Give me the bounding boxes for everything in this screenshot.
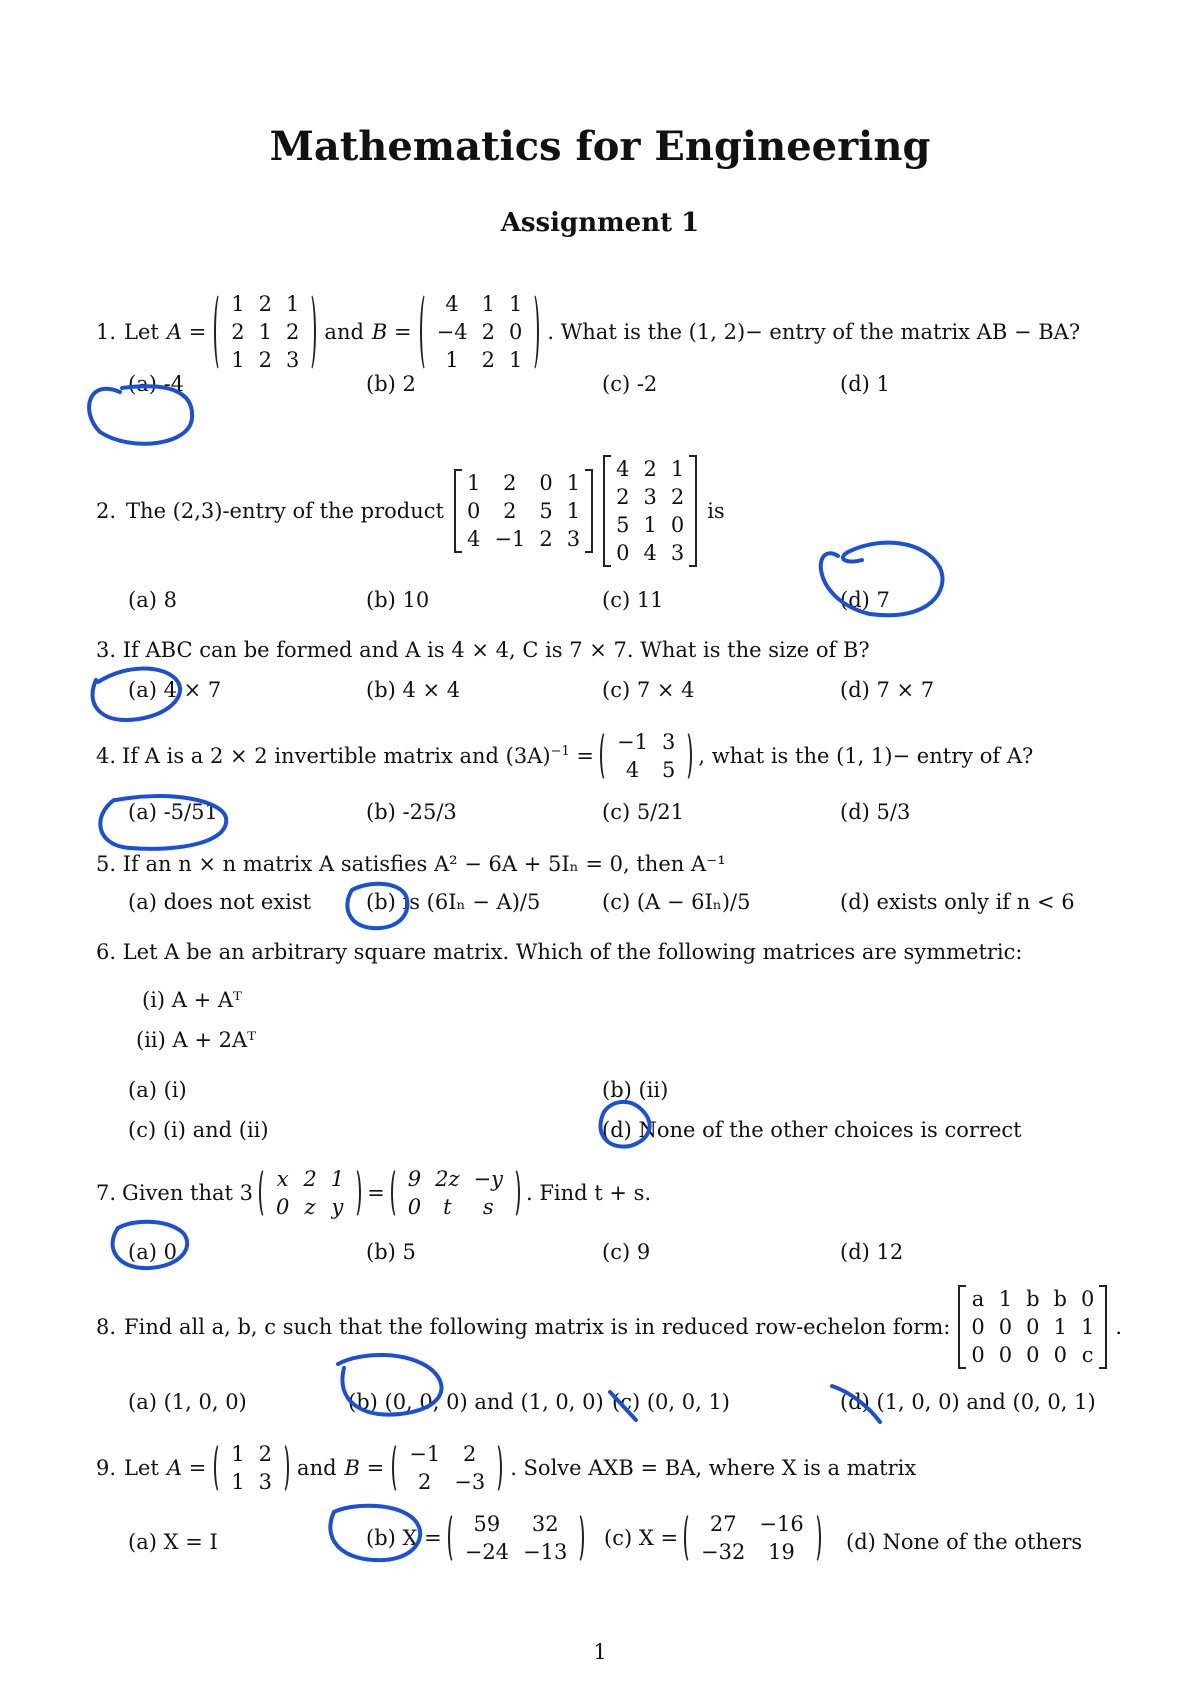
q7-number: 7. xyxy=(96,1181,117,1205)
q9-option-b-matrix-cell: −24 xyxy=(464,1540,510,1564)
q8-matrix xyxy=(958,1285,1107,1369)
q3-number: 3. xyxy=(96,638,117,662)
q8-option-a[interactable]: (a) (1, 0, 0) xyxy=(128,1390,247,1414)
q9-option-c-matrix-cell: −16 xyxy=(759,1512,804,1536)
q1-matrix-a-cell: 1 xyxy=(258,320,273,344)
q9-option-b-matrix-cell: −13 xyxy=(523,1540,568,1564)
q1-matrix-a-cell: 2 xyxy=(258,292,273,316)
q9-option-a[interactable]: (a) X = I xyxy=(128,1530,218,1554)
q1-matrix-a-cell: 1 xyxy=(231,292,245,316)
q2-matrix-1-cell: 5 xyxy=(539,499,553,523)
q9-matrix-a-cell: 1 xyxy=(231,1442,245,1466)
question-5 xyxy=(96,852,726,876)
q2-option-a[interactable]: (a) 8 xyxy=(128,588,177,612)
q1-b-label: B = xyxy=(371,320,412,344)
q8-number: 8. xyxy=(96,1315,117,1339)
q7-matrix-1-cell: 0 xyxy=(276,1195,290,1219)
q9-matrix-b-cell: −3 xyxy=(454,1470,486,1494)
q8-option-b[interactable]: (b) (0, 0, 0) and (1, 0, 0) xyxy=(348,1390,604,1414)
q1-pre: Let xyxy=(124,320,159,344)
question-6 xyxy=(96,940,1022,964)
q5-number: 5. xyxy=(96,852,117,876)
q7-option-c[interactable]: (c) 9 xyxy=(602,1240,651,1264)
q1-matrix-a-cell: 2 xyxy=(231,320,245,344)
q7-matrix-1-cell: y xyxy=(331,1195,344,1219)
q4-number: 4. xyxy=(96,744,117,768)
q2-matrix-2-cell: 1 xyxy=(670,457,685,481)
q2-matrix-1-cell: 3 xyxy=(566,527,581,551)
q7-option-b[interactable]: (b) 5 xyxy=(366,1240,416,1264)
question-3 xyxy=(96,638,870,662)
q7-option-a[interactable]: (a) 0 xyxy=(128,1240,177,1264)
q8-matrix-cell: 0 xyxy=(998,1343,1013,1367)
q1-option-d[interactable]: (d) 1 xyxy=(840,372,890,396)
q9-matrix-b-cell: 2 xyxy=(463,1442,477,1466)
q8-option-c[interactable]: (c) (0, 0, 1) xyxy=(612,1390,730,1414)
q1-number: 1. xyxy=(96,320,117,344)
q8-text: Find all a, b, c such that the following matrix is in reduced row-echelon form: xyxy=(124,1315,951,1339)
q2-matrix-2-cell: 4 xyxy=(643,541,657,565)
q8-matrix-cell: 1 xyxy=(1053,1315,1067,1339)
document-title: Mathematics for Engineering xyxy=(269,123,931,170)
q8-matrix-cell: 1 xyxy=(998,1287,1013,1311)
q4-option-b[interactable]: (b) -25/3 xyxy=(366,800,457,824)
q4-post: , what is the (1, 1)− entry of A? xyxy=(698,744,1034,768)
q9-option-b-matrix-cell: 59 xyxy=(473,1512,501,1536)
q2-matrix-1-cell: 0 xyxy=(539,471,553,495)
q3-text: If ABC can be formed and A is 4 × 4, C is 7 × 7. What is the size of B? xyxy=(122,638,870,662)
q6-number: 6. xyxy=(96,940,117,964)
q4-matrix-cell: −1 xyxy=(617,730,648,754)
document-subtitle: Assignment 1 xyxy=(500,208,700,238)
q1-option-c[interactable]: (c) -2 xyxy=(602,372,658,396)
q1-matrix-a-cell: 1 xyxy=(231,348,245,372)
q1-matrix-b-cell: 1 xyxy=(508,348,523,372)
q2-matrix-1-cell: 2 xyxy=(503,499,517,523)
q4-matrix-cell: 3 xyxy=(661,730,676,754)
q4-option-a[interactable]: (a) -5/51 xyxy=(128,800,218,824)
q2-matrix-2-cell: 5 xyxy=(616,513,630,537)
q6-text: Let A be an arbitrary square matrix. Which of the following matrices are symmetric: xyxy=(122,940,1023,964)
q7-option-d[interactable]: (d) 12 xyxy=(840,1240,904,1264)
q6-option-b[interactable]: (b) (ii) xyxy=(602,1078,669,1102)
q7-matrix-2 xyxy=(391,1165,520,1221)
q7-pre: Given that 3 xyxy=(122,1181,253,1205)
q7-matrix-2-cell: s xyxy=(482,1195,494,1219)
q3-option-d[interactable]: (d) 7 × 7 xyxy=(840,678,935,702)
q2-option-d[interactable]: (d) 7 xyxy=(840,588,890,612)
q1-matrix-b xyxy=(420,290,540,374)
q3-option-c[interactable]: (c) 7 × 4 xyxy=(602,678,695,702)
q2-matrix-2 xyxy=(603,455,697,567)
q1-matrix-a-cell: 2 xyxy=(258,348,273,372)
q2-matrix-1-cell: 1 xyxy=(466,471,481,495)
q7-matrix-2-cell: −y xyxy=(473,1167,504,1191)
q8-option-d[interactable]: (d) (1, 0, 0) and (0, 0, 1) xyxy=(840,1390,1096,1414)
question-7 xyxy=(96,1165,651,1221)
q2-matrix-2-cell: 3 xyxy=(643,485,657,509)
q8-matrix-cell: 0 xyxy=(998,1315,1013,1339)
q1-matrix-b-cell: −4 xyxy=(436,320,468,344)
q1-matrix-b-cell: 4 xyxy=(445,292,459,316)
q1-matrix-b-cell: 1 xyxy=(445,348,459,372)
q1-matrix-b-cell: 2 xyxy=(481,320,495,344)
q8-post: . xyxy=(1115,1315,1123,1339)
q7-matrix-1-cell: z xyxy=(304,1195,316,1219)
q2-matrix-1-cell: −1 xyxy=(494,527,526,551)
q7-matrix-2-cell: 0 xyxy=(407,1195,422,1219)
question-2 xyxy=(96,455,725,567)
q2-matrix-1-cell: 2 xyxy=(503,471,517,495)
q2-matrix-2-cell: 0 xyxy=(616,541,630,565)
q7-matrix-1-cell: 1 xyxy=(330,1167,345,1191)
q7-post: . Find t + s. xyxy=(526,1181,652,1205)
q2-matrix-2-cell: 0 xyxy=(670,513,685,537)
q8-matrix-cell: 0 xyxy=(1026,1315,1040,1339)
q9-option-c-label: (c) X = xyxy=(604,1526,679,1550)
q8-matrix-cell: 0 xyxy=(1080,1287,1095,1311)
q8-matrix-cell: a xyxy=(971,1287,985,1311)
q9-and: and xyxy=(297,1456,337,1480)
q9-option-d[interactable]: (d) None of the others xyxy=(846,1530,1083,1554)
q1-matrix-b-cell: 2 xyxy=(481,348,495,372)
q7-eq: = xyxy=(367,1181,385,1205)
q9-a-label: A = xyxy=(166,1456,207,1480)
q1-matrix-a-cell: 2 xyxy=(286,320,300,344)
q9-matrix-a-cell: 2 xyxy=(258,1442,273,1466)
q2-matrix-1-cell: 1 xyxy=(566,499,581,523)
q8-matrix-cell: 0 xyxy=(971,1315,985,1339)
q9-option-c-matrix-cell: −32 xyxy=(701,1540,746,1564)
q2-post: is xyxy=(707,499,725,523)
q7-matrix-2-cell: 9 xyxy=(407,1167,422,1191)
page-number: 1 xyxy=(593,1640,607,1664)
q2-matrix-2-cell: 3 xyxy=(670,541,685,565)
question-1 xyxy=(96,290,1080,374)
q9-post: . Solve AXB = BA, where X is a matrix xyxy=(510,1456,917,1480)
q6-option-c[interactable]: (c) (i) and (ii) xyxy=(128,1118,269,1142)
q4-matrix xyxy=(600,728,692,784)
q9-option-c-matrix-cell: 19 xyxy=(768,1540,795,1564)
q8-matrix-cell: c xyxy=(1081,1343,1094,1367)
q2-option-c[interactable]: (c) 11 xyxy=(602,588,664,612)
q7-matrix-1-cell: 2 xyxy=(303,1167,317,1191)
q4-matrix-cell: 4 xyxy=(625,758,640,782)
q2-matrix-1-cell: 2 xyxy=(539,527,553,551)
q9-option-b-label: (b) X = xyxy=(366,1526,442,1550)
q5-option-b[interactable]: (b) is (6Iₙ − A)/5 xyxy=(366,890,541,914)
q2-option-b[interactable]: (b) 10 xyxy=(366,588,430,612)
q1-matrix-b-cell: 1 xyxy=(508,292,523,316)
q9-pre: Let xyxy=(124,1456,159,1480)
q9-option-c-matrix-cell: 27 xyxy=(709,1512,737,1536)
q9-option-c-matrix xyxy=(684,1510,821,1566)
q3-option-b[interactable]: (b) 4 × 4 xyxy=(366,678,461,702)
q2-matrix-2-cell: 2 xyxy=(643,457,657,481)
q1-matrix-a xyxy=(214,290,316,374)
q2-number: 2. xyxy=(96,499,117,523)
q1-matrix-a-cell: 3 xyxy=(286,348,300,372)
q1-matrix-b-cell: 1 xyxy=(481,292,495,316)
q1-and: and xyxy=(324,320,364,344)
q5-option-a[interactable]: (a) does not exist xyxy=(128,890,312,914)
q8-matrix-cell: 1 xyxy=(1080,1315,1095,1339)
q8-matrix-cell: 0 xyxy=(971,1343,985,1367)
q9-number: 9. xyxy=(96,1456,117,1480)
q5-text: If an n × n matrix A satisfies A² − 6A + 5Iₙ = 0, then A⁻¹ xyxy=(122,852,726,876)
q7-matrix-1-cell: x xyxy=(276,1167,289,1191)
q1-post: . What is the (1, 2)− entry of the matrix AB − BA? xyxy=(547,320,1081,344)
q1-option-b[interactable]: (b) 2 xyxy=(366,372,416,396)
q7-matrix-2-cell: t xyxy=(443,1195,452,1219)
q1-matrix-b-cell: 0 xyxy=(508,320,523,344)
q2-matrix-2-cell: 2 xyxy=(616,485,630,509)
q2-matrix-1-cell: 0 xyxy=(466,499,481,523)
q9-option-b-matrix xyxy=(448,1510,585,1566)
q9-matrix-b xyxy=(392,1440,502,1496)
q9-matrix-a-cell: 1 xyxy=(231,1470,245,1494)
q2-pre: The (2,3)-entry of the product xyxy=(126,499,444,523)
q9-b-label: B = xyxy=(344,1456,385,1480)
q7-matrix-1 xyxy=(259,1165,361,1221)
q2-matrix-1-cell: 1 xyxy=(566,471,581,495)
q1-matrix-a-cell: 1 xyxy=(286,292,300,316)
q8-matrix-cell: b xyxy=(1053,1287,1067,1311)
q4-matrix-cell: 5 xyxy=(661,758,676,782)
q8-matrix-cell: b xyxy=(1026,1287,1040,1311)
question-9 xyxy=(96,1440,916,1496)
q2-matrix-2-cell: 1 xyxy=(643,513,657,537)
q8-matrix-cell: 0 xyxy=(1053,1343,1067,1367)
q6-item-i: (i) A + Aᵀ xyxy=(142,988,242,1012)
q1-a-label: A = xyxy=(166,320,207,344)
q6-option-a[interactable]: (a) (i) xyxy=(128,1078,187,1102)
q6-option-d[interactable]: (d) None of the other choices is correct xyxy=(602,1118,1022,1142)
q2-matrix-2-cell: 4 xyxy=(616,457,630,481)
q4-option-d[interactable]: (d) 5/3 xyxy=(840,800,911,824)
q9-option-c[interactable] xyxy=(604,1510,821,1566)
q3-option-a[interactable]: (a) 4 × 7 xyxy=(128,678,222,702)
q9-matrix-b-cell: −1 xyxy=(409,1442,441,1466)
q5-option-c[interactable]: (c) (A − 6Iₙ)/5 xyxy=(602,890,751,914)
q9-option-b-matrix-cell: 32 xyxy=(531,1512,559,1536)
q4-option-c[interactable]: (c) 5/21 xyxy=(602,800,684,824)
q9-option-b[interactable] xyxy=(366,1510,584,1566)
q4-pre: If A is a 2 × 2 invertible matrix and $(3A)^{-1}$ = xyxy=(122,744,595,768)
q2-matrix-1 xyxy=(454,469,593,553)
q9-matrix-a xyxy=(214,1440,289,1496)
q9-matrix-a-cell: 3 xyxy=(258,1470,273,1494)
q6-item-ii: (ii) A + 2Aᵀ xyxy=(136,1028,256,1052)
q1-option-a[interactable]: (a) -4 xyxy=(128,372,185,396)
q2-matrix-1-cell: 4 xyxy=(466,527,481,551)
q7-matrix-2-cell: 2z xyxy=(435,1167,460,1191)
question-4 xyxy=(96,728,1033,784)
question-8 xyxy=(96,1285,1122,1369)
q8-matrix-cell: 0 xyxy=(1026,1343,1040,1367)
q9-matrix-b-cell: 2 xyxy=(418,1470,432,1494)
q5-option-d[interactable]: (d) exists only if n < 6 xyxy=(840,890,1075,914)
q2-matrix-2-cell: 2 xyxy=(670,485,685,509)
